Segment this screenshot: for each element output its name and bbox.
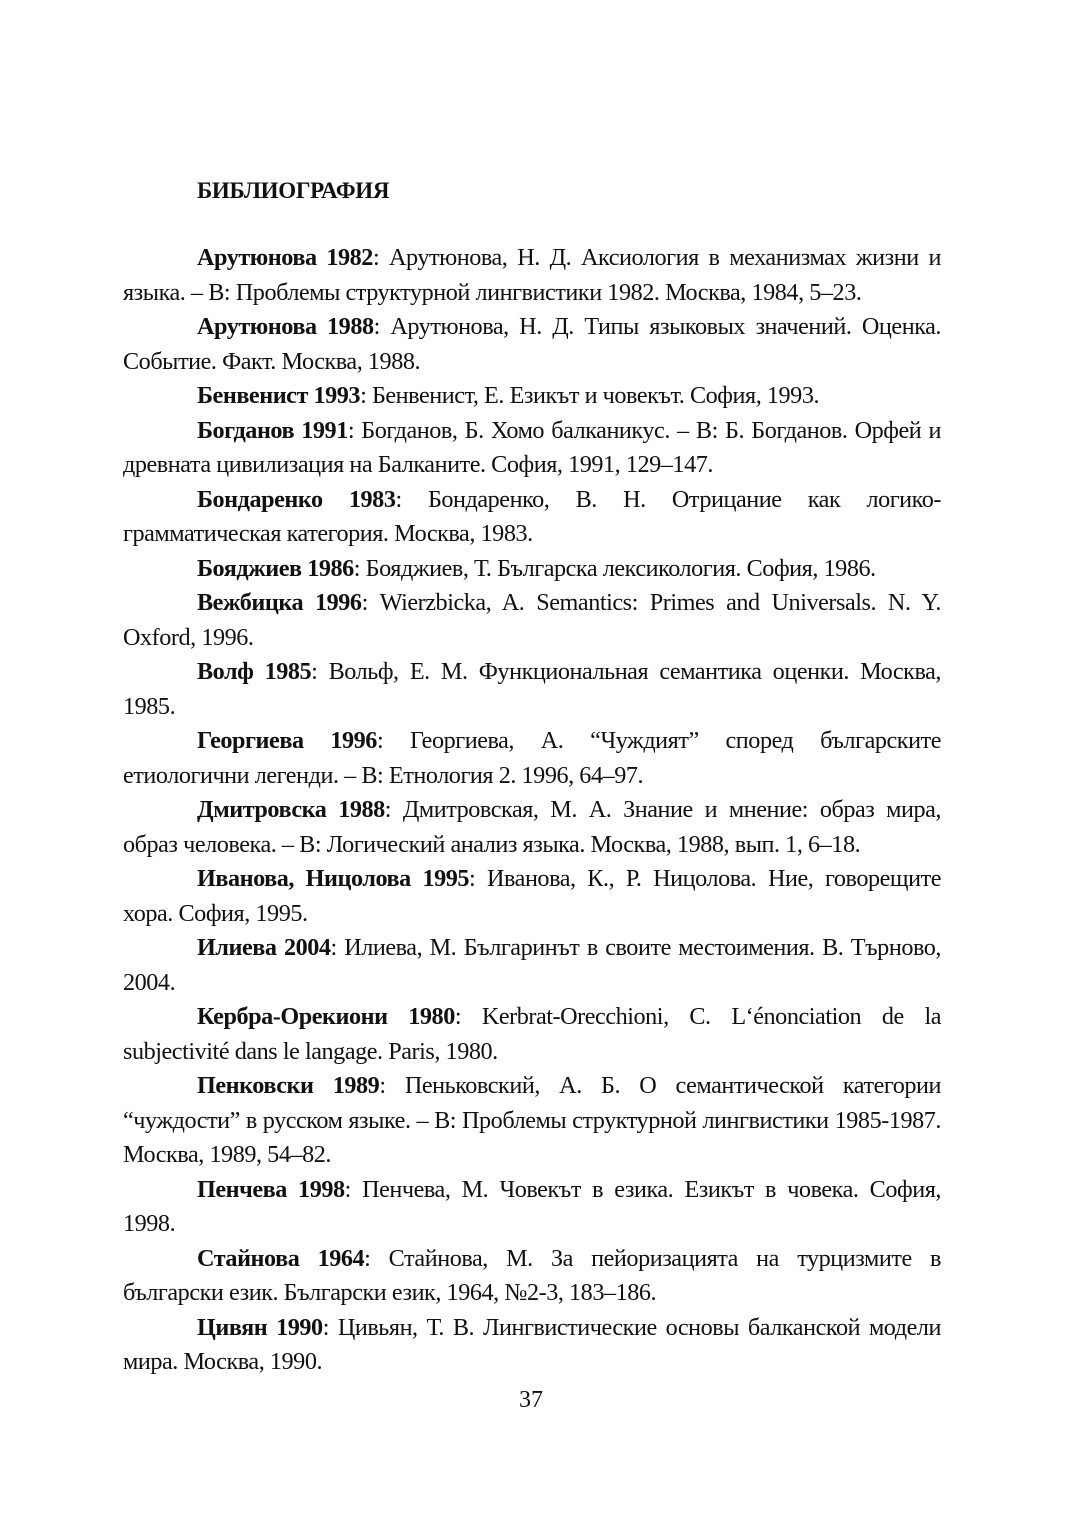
- entry-key: Вежбицка 1996: [197, 589, 362, 616]
- bibliography-entry: [123, 1000, 941, 1069]
- bibliography-entry: [123, 655, 941, 724]
- entry-key: Стайнова 1964: [197, 1244, 365, 1272]
- entry-text: : Пеньковский, А. Б. О семантической категории “чуждости” в русском языке. – В: Проблемы структурной лингвистики 1985-1987. Москва, 1989, 54–82.: [123, 1072, 941, 1168]
- entry-text: : Бондаренко, В. Н. Отрицание как логико-грамматическая категория. Москва, 1983.: [123, 485, 941, 547]
- bibliography-entry: [123, 931, 941, 1000]
- entry-text: : Вольф, Е. М. Функциональная семантика оценки. Москва, 1985.: [123, 658, 941, 720]
- bibliography-heading: БИБЛИОГРАФИЯ: [197, 178, 390, 203]
- entry-key: Пенчева 1998: [197, 1175, 345, 1203]
- entry-key: Иванова, Ницолова 1995: [197, 865, 470, 892]
- entry-key: Георгиева 1996: [197, 727, 377, 754]
- entry-text: : Богданов, Б. Хомо балканикус. – В: Б. Богданов. Орфей и древната цивилизация на Балканите. София, 1991, 129–147.: [123, 416, 941, 478]
- entry-text: : Стайнова, М. За пейоризацията на турцизмите в български език. Български език, 1964, №2-3, 183–186.: [123, 1244, 941, 1306]
- bibliography-entry: [123, 379, 941, 414]
- bibliography-entry: [123, 1069, 941, 1173]
- entry-key: Илиева 2004: [197, 934, 331, 961]
- entry-key: Пенковски 1989: [197, 1072, 380, 1099]
- entry-key: Бояджиев 1986: [197, 554, 354, 582]
- entry-text: : Иванова, К., Р. Ницолова. Ние, говорещите хора. София, 1995.: [123, 865, 941, 927]
- entry-key: Бенвенист 1993: [197, 382, 361, 409]
- entry-text: : Пенчева, М. Човекът в езика. Езикът в човека. София, 1998.: [123, 1175, 941, 1237]
- bibliography-entry: [123, 1311, 941, 1380]
- entry-text: : Дмитровская, М. А. Знание и мнение: образ мира, образ человека. – В: Логический анализ языка. Москва, 1988, вып. 1, 6–18.: [123, 796, 941, 858]
- bibliography-entry: [123, 552, 941, 587]
- bibliography-entry: [123, 414, 941, 483]
- entry-text: : Арутюнова, Н. Д. Аксиология в механизмах жизни и языка. – В: Проблемы структурной лингвистики 1982. Москва, 1984, 5–23.: [123, 244, 941, 306]
- bibliography-entry: [123, 310, 941, 379]
- entry-key: Арутюнова 1988: [197, 313, 374, 340]
- bibliography-entry: [123, 1173, 941, 1242]
- bibliography-list: [123, 241, 941, 1380]
- bibliography-entry: [123, 724, 941, 793]
- entry-text: : Kerbrat-Orecchioni, C. L‘énonciation de la subjectivité dans le langage. Paris, 1980.: [123, 1003, 941, 1065]
- bibliography-entry: [123, 862, 941, 931]
- bibliography-entry: [123, 793, 941, 862]
- entry-key: Бондаренко 1983: [197, 485, 396, 513]
- entry-text: : Георгиева, А. “Чуждият” според българските етиологични легенди. – В: Етнология 2. 1996, 64–97.: [123, 727, 941, 789]
- entry-text: : Wierzbicka, A. Semantics: Primes and Universals. N. Y. Oxford, 1996.: [123, 589, 941, 651]
- entry-key: Цивян 1990: [197, 1313, 323, 1341]
- entry-text: : Бенвенист, Е. Езикът и човекът. София, 1993.: [360, 382, 820, 409]
- entry-text: : Цивьян, Т. В. Лингвистические основы балканской модели мира. Москва, 1990.: [123, 1313, 941, 1375]
- entry-text: : Бояджиев, Т. Българска лексикология. София, 1986.: [353, 554, 876, 582]
- entry-key: Дмитровска 1988: [197, 796, 385, 823]
- entry-key: Богданов 1991: [197, 416, 348, 444]
- page-number: 37: [519, 1387, 543, 1413]
- bibliography-entry: [123, 586, 941, 655]
- bibliography-entry: [123, 241, 941, 310]
- entry-text: : Илиева, М. Българинът в своите местоимения. В. Търново, 2004.: [123, 934, 942, 996]
- entry-key: Арутюнова 1982: [197, 244, 373, 271]
- bibliography-entry: [123, 1242, 941, 1311]
- entry-key: Волф 1985: [197, 658, 312, 685]
- entry-key: Кербра-Орекиони 1980: [197, 1003, 455, 1030]
- entry-text: : Арутюнова, Н. Д. Типы языковых значений. Оценка. Событие. Факт. Москва, 1988.: [123, 313, 942, 375]
- bibliography-entry: [123, 483, 941, 552]
